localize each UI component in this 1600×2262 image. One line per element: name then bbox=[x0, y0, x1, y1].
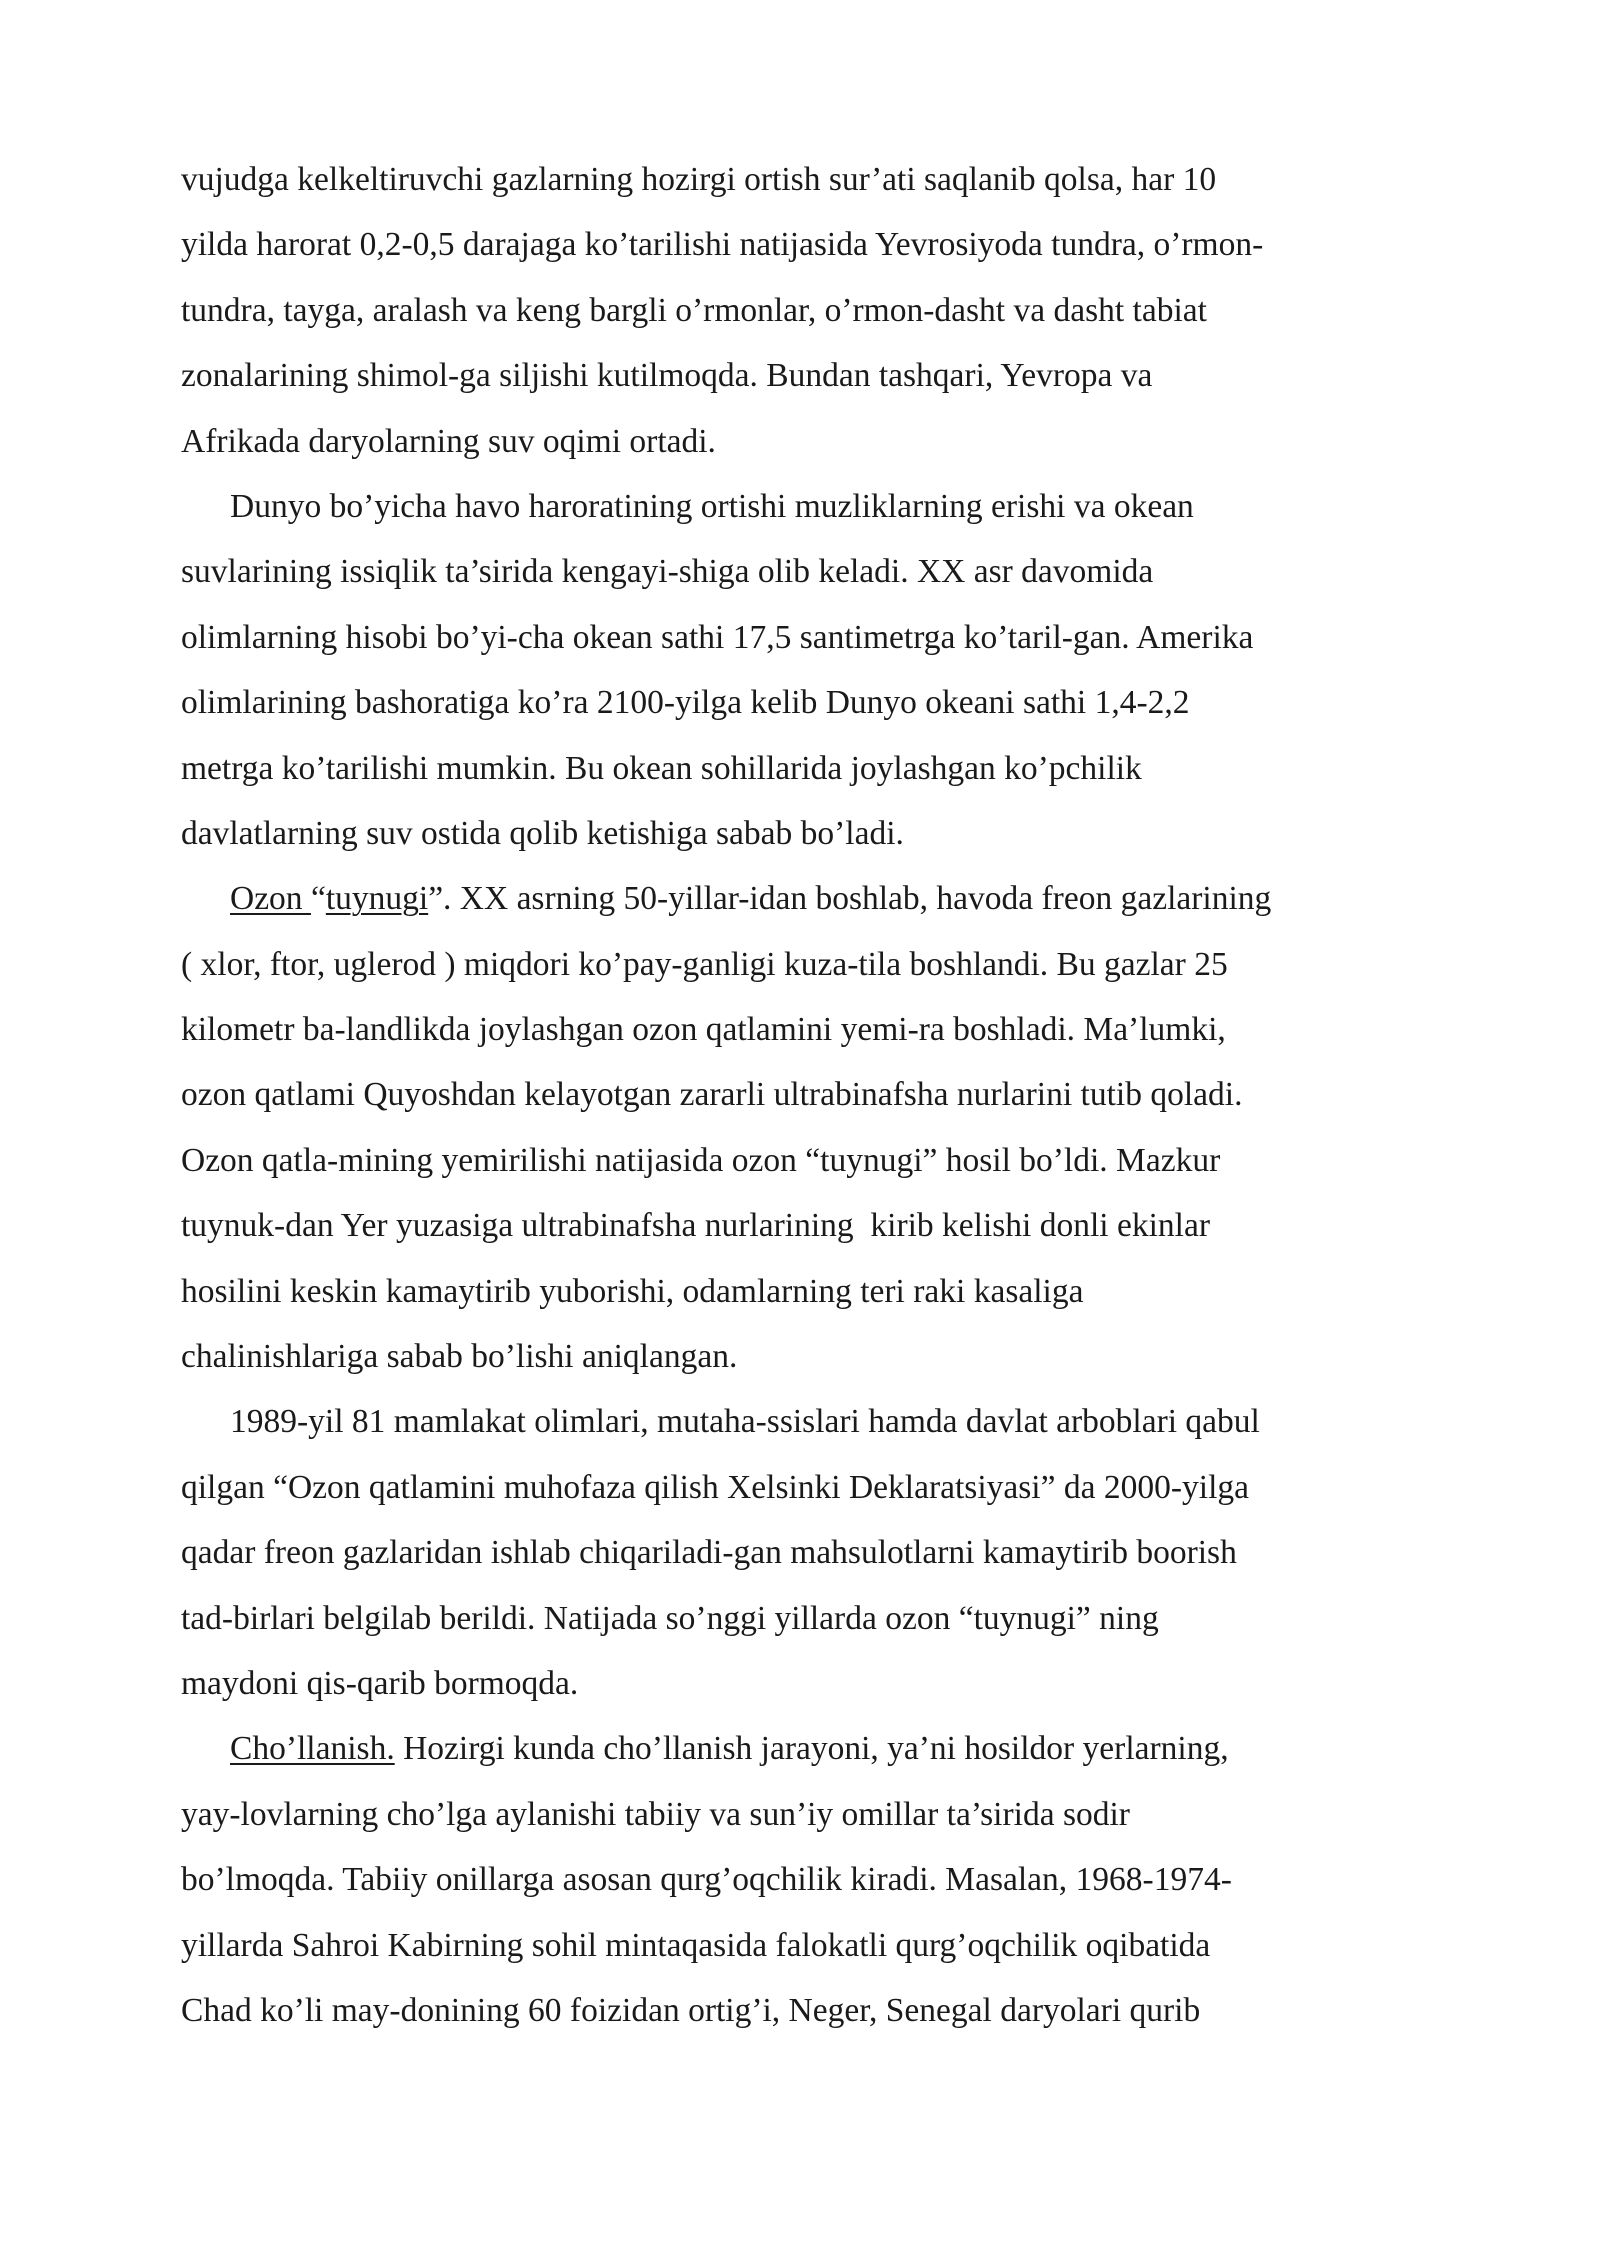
section-heading-tuynugi: tuynugi bbox=[325, 880, 429, 918]
text-line bbox=[181, 1716, 1421, 1781]
paragraph-sea-level bbox=[181, 474, 1421, 866]
text-line: yilda harorat 0,2-0,5 darajaga ko’tarilishi natijasida Yevrosiyoda tundra, o’rmon- bbox=[181, 226, 1264, 264]
paragraph-desertification bbox=[181, 1716, 1421, 2043]
text-line: chalinishlariga sabab bo’lishi aniqlangan. bbox=[181, 1338, 738, 1376]
text-line: Afrikada daryolarning suv oqimi ortadi. bbox=[181, 422, 716, 460]
text-run: Hozirgi kunda cho’llanish jarayoni, ya’ni hosildor yerlarning, bbox=[394, 1730, 1229, 1768]
quote-mark: “ bbox=[310, 880, 326, 918]
text-line: davlatlarning suv ostida qolib ketishiga sabab bo’ladi. bbox=[181, 814, 904, 852]
text-line: ( xlor, ftor, uglerod ) miqdori ko’pay-ganligi kuza-tila boshlandi. Bu gazlar 25 bbox=[181, 945, 1228, 983]
text-line: vujudga kelkeltiruvchi gazlarning hozirgi ortish sur’ati saqlanib qolsa, har 10 bbox=[181, 161, 1217, 198]
paragraph-ozone-hole bbox=[181, 866, 1421, 1389]
paragraph-helsinki-declaration bbox=[181, 1389, 1421, 1716]
text-line: tundra, tayga, aralash va keng bargli o’rmonlar, o’rmon-dasht va dasht tabiat bbox=[181, 291, 1207, 329]
text-line: yillarda Sahroi Kabirning sohil mintaqasida falokatli qurg’oqchilik oqibatida bbox=[181, 1926, 1211, 1964]
text-line: hosilini keskin kamaytirib yuborishi, odamlarning teri raki kasaliga bbox=[181, 1272, 1084, 1310]
text-line: metrga ko’tarilishi mumkin. Bu okean sohillarida joylashgan ko’pchilik bbox=[181, 749, 1142, 787]
text-line: tad-birlari belgilab berildi. Natijada so’nggi yillarda ozon “tuynugi” ning bbox=[181, 1599, 1159, 1637]
paragraph-climate-warming bbox=[181, 147, 1421, 474]
section-heading-chollanish: Cho’llanish. bbox=[230, 1730, 395, 1768]
text-line: kilometr ba-landlikda joylashgan ozon qatlamini yemi-ra boshladi. Ma’lumki, bbox=[181, 1011, 1226, 1049]
text-line: Chad ko’li may-donining 60 foizidan ortig’i, Neger, Senegal daryolari qurib bbox=[181, 1991, 1201, 2029]
text-line: qadar freon gazlaridan ishlab chiqariladi-gan mahsulotlarni kamaytirib boorish bbox=[181, 1534, 1237, 1572]
text-line bbox=[181, 866, 1421, 931]
text-line: qilgan “Ozon qatlamini muhofaza qilish Xelsinki Deklaratsiyasi” da 2000-yilga bbox=[181, 1468, 1249, 1506]
text-line: Dunyo bo’yicha havo haroratining ortishi muzliklarning erishi va okean bbox=[230, 487, 1194, 525]
text-line: 1989-yil 81 mamlakat olimlari, mutaha-ssislari hamda davlat arboblari qabul bbox=[230, 1403, 1260, 1441]
text-line: zonalarining shimol-ga siljishi kutilmoqda. Bundan tashqari, Yevropa va bbox=[181, 357, 1153, 395]
text-run: ”. XX asrning 50-yillar-idan boshlab, havoda freon gazlarining bbox=[428, 880, 1272, 918]
text-line: olimlarning hisobi bo’yi-cha okean sathi 17,5 santimetrga ko’taril-gan. Amerika bbox=[181, 618, 1254, 656]
text-line: tuynuk-dan Yer yuzasiga ultrabinafsha nurlarining kirib kelishi donli ekinlar bbox=[181, 1207, 1210, 1245]
body-text bbox=[181, 147, 1421, 2043]
text-line: yay-lovlarning cho’lga aylanishi tabiiy va sun’iy omillar ta’sirida sodir bbox=[181, 1795, 1130, 1833]
text-line: maydoni qis-qarib bormoqda. bbox=[181, 1664, 579, 1702]
text-line: suvlarining issiqlik ta’sirida kengayi-shiga olib keladi. XX asr davomida bbox=[181, 553, 1154, 591]
text-line: bo’lmoqda. Tabiiy onillarga asosan qurg’oqchilik kiradi. Masalan, 1968-1974- bbox=[181, 1861, 1232, 1899]
text-line: olimlarining bashoratiga ko’ra 2100-yilga kelib Dunyo okeani sathi 1,4-2,2 bbox=[181, 684, 1190, 722]
text-line: ozon qatlami Quyoshdan kelayotgan zararli ultrabinafsha nurlarini tutib qoladi. bbox=[181, 1076, 1243, 1114]
text-line: Ozon qatla-mining yemirilishi natijasida ozon “tuynugi” hosil bo’ldi. Mazkur bbox=[181, 1141, 1221, 1179]
section-heading-ozon: Ozon bbox=[230, 880, 311, 918]
